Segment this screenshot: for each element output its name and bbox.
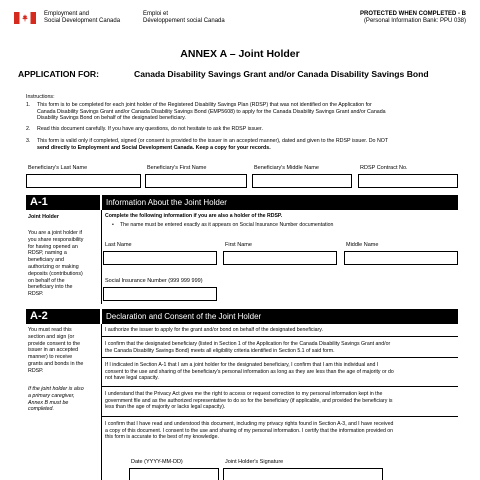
joint-middle-name-label: Middle Name: [346, 242, 379, 248]
rdsp-contract-field[interactable]: [358, 174, 458, 188]
consent-line: I understand that the Privacy Act gives me the right to access or request correction to my personal information kept in the: [105, 391, 383, 397]
side-text-line: authorizing or making: [28, 263, 79, 270]
a1-lead-text: Complete the following information if you are also a holder of the RDSP.: [105, 213, 283, 219]
consent-paragraph: [105, 421, 460, 441]
date-field[interactable]: [129, 468, 219, 480]
side-text-line: RDSP.: [28, 291, 44, 298]
paragraph-divider: [101, 386, 458, 387]
beneficiary-last-name-field[interactable]: [26, 174, 141, 188]
consent-line: consent to the use and sharing of the beneficiary's personal information as long as they are less than the age of majority or do: [105, 368, 394, 375]
side-text-line: deposits (contributions): [28, 270, 83, 277]
consent-line: less than the age of majority or lacks legal capacity).: [105, 404, 226, 411]
joint-holder-heading: Joint Holder: [28, 214, 59, 220]
a2-caregiver-note: [28, 386, 100, 413]
canada-flag-icon: [14, 12, 36, 24]
side-text-line: you share responsibility: [28, 236, 84, 243]
consent-paragraph: [105, 362, 460, 382]
section-title: Declaration and Consent of the Joint Holder: [102, 309, 458, 324]
side-text-line: grants and bonds in the: [28, 360, 84, 367]
info-bank-label: (Personal Information Bank: PPU 038): [363, 18, 466, 24]
instruction-number: 3.: [26, 138, 31, 144]
instruction-line: Read this document carefully. If you have any questions, do not hesitate to ask the RDSP issuer.: [37, 126, 263, 132]
instructions-heading: Instructions:: [26, 94, 55, 100]
program-title: Canada Disability Savings Grant and/or Canada Disability Savings Bond: [134, 69, 429, 79]
instruction-number: 1.: [26, 102, 31, 108]
instruction-line: Disability Savings Bond on behalf of the designated beneficiary.: [37, 115, 186, 122]
paragraph-divider: [101, 357, 458, 358]
consent-line: this form is accurate to the best of my knowledge.: [105, 434, 219, 441]
dept-fr-line1: Emploi et: [143, 11, 169, 17]
joint-first-name-field[interactable]: [223, 251, 337, 265]
consent-paragraph: [105, 327, 460, 334]
joint-last-name-field[interactable]: [103, 251, 217, 265]
section-code: A-2: [26, 309, 100, 324]
section-code: A-1: [26, 195, 100, 210]
protection-notice: [266, 11, 466, 25]
section-title: Information About the Joint Holder: [102, 195, 458, 210]
side-text-line: on behalf of the: [28, 277, 65, 284]
joint-middle-name-field[interactable]: [344, 251, 458, 265]
section-divider: [101, 210, 102, 304]
side-text-line: for having opened an: [28, 243, 78, 250]
a2-side-instructions: [28, 327, 100, 375]
side-text-line: provide consent to the: [28, 340, 81, 347]
side-text-line: issuer in an accepted: [28, 347, 79, 354]
instruction-number: 2.: [26, 126, 31, 132]
sin-field[interactable]: [103, 287, 217, 301]
paragraph-divider: [101, 336, 458, 337]
instructions-list: [26, 102, 466, 157]
side-text-line: You are a joint holder if: [28, 230, 82, 236]
side-text-line: You must read this: [28, 327, 72, 333]
paragraph-divider: [101, 416, 458, 417]
consent-line: government file and as the authorized representative to do so for the beneficiary (if applicable, and provided the beneficiary is: [105, 397, 393, 404]
consent-paragraph: [105, 341, 460, 354]
dept-fr-line2: Développement social Canada: [143, 18, 225, 24]
consent-line: I confirm that the designated beneficiary (listed in Section 1 of the Application for the Canada Disability Savings Grant and/or: [105, 341, 391, 347]
side-text-line: beneficiary and: [28, 257, 64, 264]
dept-en-line2: Social Development Canada: [44, 18, 121, 24]
instruction-item: [26, 102, 466, 122]
section-a2-header: [26, 309, 458, 324]
side-text-line: manner) to receive: [28, 354, 73, 361]
beneficiary-last-name-label: Beneficiary's Last Name: [28, 165, 88, 171]
side-text-line: RDSP, naming a: [28, 250, 67, 257]
consent-line: not have legal capacity.: [105, 375, 159, 382]
instruction-line: send directly to Employment and Social Development Canada. Keep a copy for your records.: [37, 144, 271, 151]
date-label: Date (YYYY-MM-DD): [131, 459, 183, 465]
instruction-line: This form is to be completed for each joint holder of the Registered Disability Savings Plan (RDSP) that was not identified on the Application for: [37, 102, 372, 108]
side-text-line: RDSP.: [28, 367, 44, 374]
instruction-item: [26, 126, 466, 134]
department-name-en: [44, 11, 120, 25]
protected-label: PROTECTED WHEN COMPLETED - B: [360, 11, 466, 17]
signature-label: Joint Holder's Signature: [225, 459, 284, 465]
consent-line: I confirm that I have read and understood this document, including my privacy rights found in Section A-3, and I have received: [105, 421, 394, 427]
instruction-line: This form is valid only if completed, signed (or consent is provided to the issuer in an accepted manner), dated and given to the RDSP issuer. Do NOT: [37, 138, 389, 144]
sin-label: Social Insurance Number (999 999 999): [105, 278, 203, 284]
side-text-line: section and sign (or: [28, 333, 75, 340]
instruction-item: [26, 138, 466, 152]
rdsp-contract-label: RDSP Contract No.: [360, 165, 408, 171]
joint-first-name-label: First Name: [225, 242, 252, 248]
side-note-line: a primary caregiver,: [28, 392, 75, 399]
side-note-line: completed.: [28, 406, 54, 413]
instruction-line: Canada Disability Savings Grant and/or Canada Disability Savings Bond (EMP5608) to apply for the Canada Disability Savings Grant and/or Canada: [37, 108, 386, 115]
beneficiary-first-name-label: Beneficiary's First Name: [147, 165, 207, 171]
side-text-line: beneficiary into the: [28, 284, 73, 291]
consent-line: I authorize the issuer to apply for the grant and/or bond on behalf of the designated beneficiary.: [105, 327, 323, 333]
section-a1-header: [26, 195, 458, 210]
side-note-line: If the joint holder is also: [28, 386, 84, 392]
joint-last-name-label: Last Name: [105, 242, 132, 248]
dept-en-line1: Employment and: [44, 11, 90, 17]
bullet-icon: •: [112, 222, 114, 228]
consent-paragraph: [105, 391, 460, 411]
consent-line: If I indicated in Section A-1 that I am a joint holder for the designated beneficiary, I confirm that I am this individual and I: [105, 362, 379, 368]
section-divider: [101, 324, 102, 480]
joint-holder-definition: [28, 230, 100, 298]
application-for-label: APPLICATION FOR:: [18, 69, 99, 79]
signature-field[interactable]: [223, 468, 383, 480]
consent-line: a copy of this document. I consent to the use and sharing of my personal information. I certify that the information provided on: [105, 427, 394, 434]
department-name-fr: [143, 11, 225, 25]
page-title: ANNEX A – Joint Holder: [180, 48, 300, 60]
consent-line: the Canada Disability Savings Bond) meets all eligibility criteria identified in Section 5.1 of said form.: [105, 347, 335, 354]
beneficiary-middle-name-label: Beneficiary's Middle Name: [254, 165, 319, 171]
beneficiary-middle-name-field[interactable]: [252, 174, 352, 188]
a1-bullet-text: The name must be entered exactly as it appears on Social Insurance Number documentation: [120, 222, 334, 228]
beneficiary-first-name-field[interactable]: [145, 174, 247, 188]
side-note-line: Annex B must be: [28, 399, 69, 406]
